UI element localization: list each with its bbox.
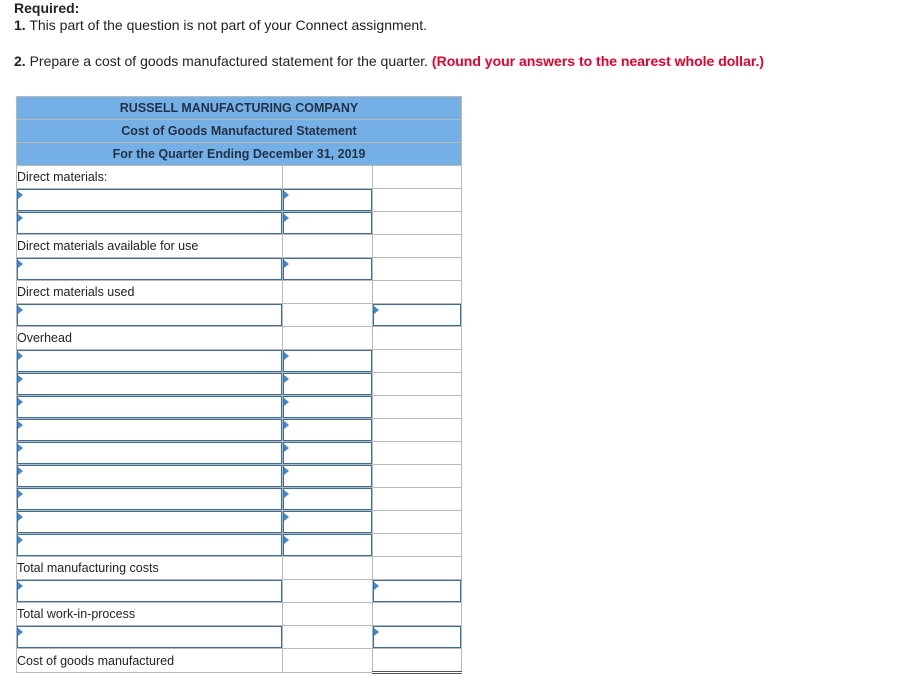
table-row [17, 327, 462, 350]
overhead-6-amount-field[interactable] [283, 465, 372, 487]
overhead-9-label-input[interactable] [17, 534, 283, 557]
table-row [17, 373, 462, 396]
table-row [17, 557, 462, 580]
direct-materials-label: Direct materials: [17, 166, 283, 189]
dm-available-label: Direct materials available for use [17, 235, 283, 258]
empty-cell [373, 557, 462, 580]
header-row-title [17, 120, 462, 143]
overhead-5-amount-field[interactable] [283, 442, 372, 464]
empty-cell [283, 557, 373, 580]
cogm-statement-table [16, 96, 462, 674]
empty-cell [373, 327, 462, 350]
overhead-2-label-field[interactable] [17, 373, 282, 395]
header-row-period [17, 143, 462, 166]
wip-beginning-label-field[interactable] [17, 580, 282, 602]
table-row [17, 258, 462, 281]
dm-line-1-label-field[interactable] [17, 189, 282, 211]
item-1-number: 1. [14, 17, 26, 33]
overhead-7-label-input[interactable] [17, 488, 283, 511]
wip-ending-label-input[interactable] [17, 626, 283, 649]
overhead-2-amount-input[interactable] [283, 373, 373, 396]
empty-cell [373, 465, 462, 488]
dm-less-amount-field[interactable] [283, 258, 372, 280]
dm-line-1-amount-field[interactable] [283, 189, 372, 211]
table-row [17, 235, 462, 258]
overhead-8-label-input[interactable] [17, 511, 283, 534]
wip-ending-amount-input[interactable] [373, 626, 462, 649]
overhead-4-amount-input[interactable] [283, 419, 373, 442]
item-1-text: This part of the question is not part of your Connect assignment. [29, 17, 427, 33]
wip-ending-label-field[interactable] [17, 626, 282, 648]
empty-cell [373, 419, 462, 442]
overhead-1-amount-field[interactable] [283, 350, 372, 372]
overhead-5-amount-input[interactable] [283, 442, 373, 465]
empty-cell [373, 442, 462, 465]
dm-line-1-label-input[interactable] [17, 189, 283, 212]
overhead-3-label-input[interactable] [17, 396, 283, 419]
table-row [17, 488, 462, 511]
table-row [17, 442, 462, 465]
empty-cell [373, 603, 462, 626]
item-2-number: 2. [14, 53, 26, 69]
table-row [17, 212, 462, 235]
dm-less-label-input[interactable] [17, 258, 283, 281]
empty-cell [283, 603, 373, 626]
empty-cell [373, 235, 462, 258]
wip-beginning-label-input[interactable] [17, 580, 283, 603]
empty-cell [373, 511, 462, 534]
table-row [17, 350, 462, 373]
overhead-4-label-field[interactable] [17, 419, 282, 441]
table-row [17, 534, 462, 557]
direct-labor-amount-field[interactable] [373, 304, 461, 326]
empty-cell [283, 235, 373, 258]
rounding-note: (Round your answers to the nearest whole dollar.) [431, 53, 765, 69]
table-row [17, 166, 462, 189]
overhead-3-amount-input[interactable] [283, 396, 373, 419]
table-row [17, 626, 462, 649]
company-name: RUSSELL MANUFACTURING COMPANY [17, 97, 462, 120]
overhead-6-amount-input[interactable] [283, 465, 373, 488]
statement-period: For the Quarter Ending December 31, 2019 [17, 143, 462, 166]
overhead-5-label-field[interactable] [17, 442, 282, 464]
cogm-label: Cost of goods manufactured [17, 649, 283, 673]
overhead-7-label-field[interactable] [17, 488, 282, 510]
table-row [17, 419, 462, 442]
item-2-text: Prepare a cost of goods manufactured statement for the quarter. [29, 53, 429, 69]
overhead-9-amount-field[interactable] [283, 534, 372, 556]
total-mfg-costs-label: Total manufacturing costs [17, 557, 283, 580]
table-row [17, 465, 462, 488]
overhead-2-label-input[interactable] [17, 373, 283, 396]
overhead-7-amount-field[interactable] [283, 488, 372, 510]
dm-less-amount-input[interactable] [283, 258, 373, 281]
overhead-6-label-input[interactable] [17, 465, 283, 488]
dm-line-1-amount-input[interactable] [283, 189, 373, 212]
empty-cell [373, 350, 462, 373]
statement-title: Cost of Goods Manufactured Statement [17, 120, 462, 143]
table-row [17, 396, 462, 419]
table-row [17, 649, 462, 673]
dm-line-2-amount-input[interactable] [283, 212, 373, 235]
wip-ending-amount-field[interactable] [373, 626, 461, 648]
empty-cell [283, 304, 373, 327]
overhead-9-amount-input[interactable] [283, 534, 373, 557]
overhead-4-label-input[interactable] [17, 419, 283, 442]
overhead-5-label-input[interactable] [17, 442, 283, 465]
empty-cell [283, 649, 373, 673]
empty-cell [283, 166, 373, 189]
empty-cell [283, 327, 373, 350]
table-row [17, 304, 462, 327]
dm-line-2-label-field[interactable] [17, 212, 282, 234]
empty-cell [283, 626, 373, 649]
empty-cell [373, 534, 462, 557]
overhead-1-amount-input[interactable] [283, 350, 373, 373]
empty-cell [373, 488, 462, 511]
empty-cell [283, 281, 373, 304]
instruction-item-1 [14, 17, 427, 33]
header-row-company [17, 97, 462, 120]
empty-cell [283, 580, 373, 603]
empty-cell [373, 396, 462, 419]
direct-labor-label-input[interactable] [17, 304, 283, 327]
required-heading: Required: [14, 0, 80, 16]
direct-labor-label-field[interactable] [17, 304, 282, 326]
overhead-1-label-input[interactable] [17, 350, 283, 373]
empty-cell [373, 373, 462, 396]
overhead-3-amount-field[interactable] [283, 396, 372, 418]
overhead-4-amount-field[interactable] [283, 419, 372, 441]
table-row [17, 511, 462, 534]
overhead-8-amount-field[interactable] [283, 511, 372, 533]
overhead-7-amount-input[interactable] [283, 488, 373, 511]
overhead-6-label-field[interactable] [17, 465, 282, 487]
wip-beginning-amount-input[interactable] [373, 580, 462, 603]
empty-cell [373, 166, 462, 189]
wip-beginning-amount-field[interactable] [373, 580, 461, 602]
overhead-1-label-field[interactable] [17, 350, 282, 372]
table-row [17, 281, 462, 304]
cogm-amount-cell [373, 649, 462, 673]
overhead-2-amount-field[interactable] [283, 373, 372, 395]
empty-cell [373, 189, 462, 212]
dm-line-2-amount-field[interactable] [283, 212, 372, 234]
empty-cell [373, 281, 462, 304]
dm-line-2-label-input[interactable] [17, 212, 283, 235]
total-wip-label: Total work-in-process [17, 603, 283, 626]
table-row [17, 189, 462, 212]
overhead-9-label-field[interactable] [17, 534, 282, 556]
overhead-8-amount-input[interactable] [283, 511, 373, 534]
table-row [17, 580, 462, 603]
overhead-8-label-field[interactable] [17, 511, 282, 533]
empty-cell [373, 258, 462, 281]
empty-cell [373, 212, 462, 235]
direct-labor-amount-input[interactable] [373, 304, 462, 327]
overhead-label: Overhead [17, 327, 283, 350]
dm-used-label: Direct materials used [17, 281, 283, 304]
dm-less-label-field[interactable] [17, 258, 282, 280]
table-row [17, 603, 462, 626]
overhead-3-label-field[interactable] [17, 396, 282, 418]
instruction-item-2 [14, 53, 764, 69]
